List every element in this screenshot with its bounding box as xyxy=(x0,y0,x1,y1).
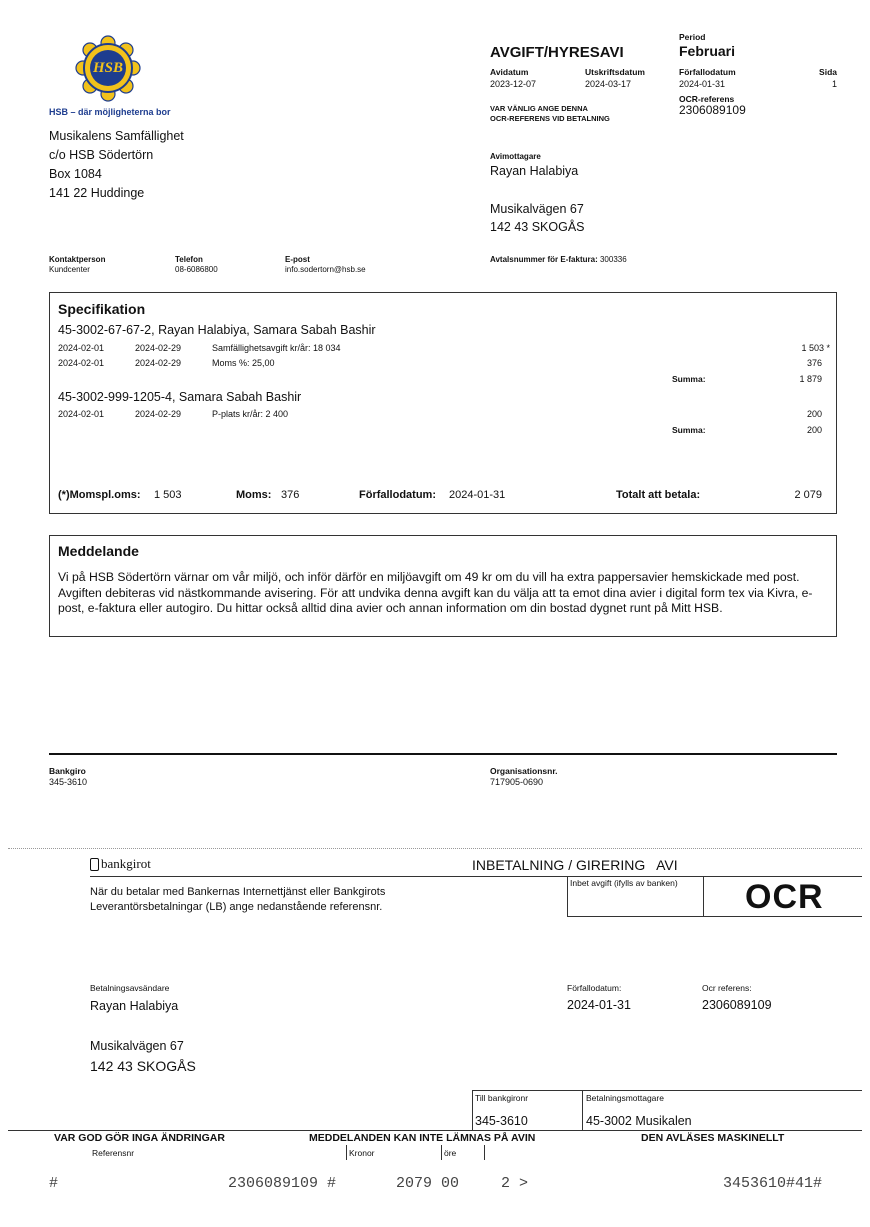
spec-row-from: 2024-02-01 xyxy=(58,409,105,419)
spec-row-from: 2024-02-01 xyxy=(58,343,105,353)
ocr-big-box xyxy=(703,876,862,917)
ocr-line-check: 2 > xyxy=(501,1175,529,1192)
sender-address xyxy=(49,127,184,203)
period-label: Period xyxy=(679,32,706,42)
kontakt-value: Kundcenter xyxy=(49,265,90,274)
till-box xyxy=(472,1090,862,1131)
till-label: Till bankgironr xyxy=(475,1093,529,1103)
ocr-ref-value: 2306089109 xyxy=(679,103,746,117)
efaktura-label: Avtalsnummer för E-faktura: xyxy=(490,255,598,264)
spec-sum-value: 1 879 xyxy=(799,374,822,384)
slip-ocr-value: 2306089109 xyxy=(702,998,772,1012)
spec-sum-label: Summa: xyxy=(672,425,706,435)
spec-row-amount: 200 xyxy=(806,409,822,419)
kronor-label: Kronor xyxy=(349,1148,375,1158)
telefon-value: 08-6086800 xyxy=(175,265,218,274)
sida-label: Sida xyxy=(819,67,837,77)
till-value: 345-3610 xyxy=(475,1114,528,1128)
kontakt-label: Kontaktperson xyxy=(49,255,106,264)
kronor-divider xyxy=(346,1145,347,1160)
moms-value: 376 xyxy=(281,489,300,501)
ocr-note-1: VAR VÄNLIG ANGE DENNA xyxy=(490,104,588,113)
hsb-logo xyxy=(72,33,144,105)
recipient-city: 142 43 SKOGÅS xyxy=(490,220,585,234)
spec-row-amount: 376 xyxy=(806,358,822,368)
spec-row-amount: 1 503 * xyxy=(801,343,830,353)
efaktura xyxy=(490,255,627,264)
bankgirot-logo-text: bankgirot xyxy=(101,856,151,871)
spec-row-to: 2024-02-29 xyxy=(135,409,182,419)
period-value: Februari xyxy=(679,43,736,59)
efaktura-value: 300336 xyxy=(599,255,627,264)
warn-1: VAR GOD GÖR INGA ÄNDRINGAR xyxy=(54,1132,225,1144)
spec-group-heading: 45-3002-67-67-2, Rayan Halabiya, Samara Sabah Bashir xyxy=(58,323,376,337)
momspl-value: 1 503 xyxy=(154,489,182,501)
ore-label: öre xyxy=(444,1148,457,1158)
recipient-label: Avimottagare xyxy=(490,152,541,161)
ore-end-divider xyxy=(484,1145,485,1160)
recipient-name: Rayan Halabiya xyxy=(490,164,579,178)
due-label: Förfallodatum: xyxy=(567,983,622,993)
utskrift-label: Utskriftsdatum xyxy=(585,67,645,77)
bankgiro-value: 345-3610 xyxy=(49,777,88,787)
due-value: 2024-01-31 xyxy=(567,998,631,1012)
epost-value: info.sodertorn@hsb.se xyxy=(285,265,366,274)
spec-row-desc: Moms %: 25,00 xyxy=(212,358,275,368)
bankgiro-label: Bankgiro xyxy=(49,766,86,776)
ocr-line-amount: 2079 00 xyxy=(396,1175,460,1192)
ocr-big-label: OCR xyxy=(745,878,824,916)
org-value: 717905-0690 xyxy=(490,777,544,787)
specification-box xyxy=(49,292,837,514)
spec-row-to: 2024-02-29 xyxy=(135,358,182,368)
spec-row-from: 2024-02-01 xyxy=(58,358,105,368)
total-value: 2 079 xyxy=(794,489,822,501)
sender-line: 141 22 Huddinge xyxy=(49,186,145,200)
warn-3: DEN AVLÄSES MASKINELLT xyxy=(641,1132,785,1144)
ref-label: Referensnr xyxy=(92,1148,135,1158)
slip-ocr-label: Ocr referens: xyxy=(702,983,752,993)
bankgirot-logo xyxy=(90,856,151,872)
utskrift-value: 2024-03-17 xyxy=(585,79,632,89)
telefon-label: Telefon xyxy=(175,255,203,264)
recipient-street: Musikalvägen 67 xyxy=(490,202,584,216)
sender-line: Box 1084 xyxy=(49,167,102,181)
footer-forfallo-value: 2024-01-31 xyxy=(449,489,506,501)
sida-value: 1 xyxy=(831,79,837,89)
warning-rule xyxy=(8,1130,862,1131)
avidatum-label: Avidatum xyxy=(490,67,529,77)
mottagare-value: 45-3002 Musikalen xyxy=(586,1114,692,1128)
perforation-line xyxy=(8,848,862,849)
message-title: Meddelande xyxy=(58,543,139,559)
slip-instruction: När du betalar med Bankernas Internettjänst eller Bankgirots Leverantörsbetalningar (LB) ange nedanstående referensnr. xyxy=(90,886,386,913)
sender-line: Musikalens Samfällighet xyxy=(49,129,184,143)
bankgirot-logo-mark xyxy=(90,858,99,871)
message-body: Vi på HSB Södertörn värnar om vår miljö, och inför därför en miljöavgift om 49 kr om du vill ha extra pappersavier hemskickade med post. Avgiften debiteras vid nästkommande avisering. För att undvika denna avgift kan du välja att ta emot dina avier i digital form tex via Kivra, e-post, e-faktura eller autogiro. Du hittar också alltid dina avier och annan information om din bostad dygnet runt på Mitt HSB. xyxy=(58,570,813,615)
footer-forfallo-label: Förfallodatum: xyxy=(359,489,436,501)
org-label: Organisationsnr. xyxy=(490,766,558,776)
sender-line: c/o HSB Södertörn xyxy=(49,148,154,162)
hsb-tagline: HSB – där möjligheterna bor xyxy=(49,107,171,117)
message-box xyxy=(49,535,837,637)
spec-row-to: 2024-02-29 xyxy=(135,343,182,353)
slip-title: INBETALNING / GIRERING AVI xyxy=(472,857,678,873)
forfallo-label: Förfallodatum xyxy=(679,67,736,77)
ocr-line-start: # xyxy=(49,1175,59,1192)
doc-title: AVGIFT/HYRESAVI xyxy=(490,44,624,61)
avidatum-value: 2023-12-07 xyxy=(490,79,537,89)
till-divider xyxy=(472,1091,473,1131)
ocr-ref-label: OCR-referens xyxy=(679,94,735,104)
moms-label: Moms: xyxy=(236,489,272,501)
divider xyxy=(49,753,837,755)
spec-row-desc: P-plats kr/år: 2 400 xyxy=(212,409,289,419)
spec-sum-value: 200 xyxy=(806,425,822,435)
momspl-label: (*)Momspl.oms: xyxy=(58,489,141,501)
mottagare-label: Betalningsmottagare xyxy=(586,1093,664,1103)
spec-row-desc: Samfällighetsavgift kr/år: 18 034 xyxy=(212,343,341,353)
slip-sender-city: 142 43 SKOGÅS xyxy=(90,1058,196,1074)
slip-sender-name: Rayan Halabiya xyxy=(90,999,179,1013)
total-label: Totalt att betala: xyxy=(616,489,701,501)
inbet-box xyxy=(567,876,704,917)
ocr-line-reference: 2306089109 # xyxy=(228,1175,337,1192)
inbet-label: Inbet avgift (ifylls av banken) xyxy=(570,878,678,888)
epost-label: E-post xyxy=(285,255,310,264)
sender-label: Betalningsavsändare xyxy=(90,983,170,993)
mottagare-divider xyxy=(582,1091,583,1131)
ocr-note-2: OCR-REFERENS VID BETALNING xyxy=(490,114,610,123)
spec-group-heading: 45-3002-999-1205-4, Samara Sabah Bashir xyxy=(58,390,302,404)
forfallo-value: 2024-01-31 xyxy=(679,79,726,89)
spec-title: Specifikation xyxy=(58,301,146,317)
hsb-logo-text: HSB xyxy=(92,60,123,76)
ore-divider xyxy=(441,1145,442,1160)
warn-2: MEDDELANDEN KAN INTE LÄMNAS PÅ AVIN xyxy=(309,1132,536,1144)
slip-sender-street: Musikalvägen 67 xyxy=(90,1039,184,1053)
ocr-line-end: 3453610#41# xyxy=(723,1175,823,1192)
spec-sum-label: Summa: xyxy=(672,374,706,384)
